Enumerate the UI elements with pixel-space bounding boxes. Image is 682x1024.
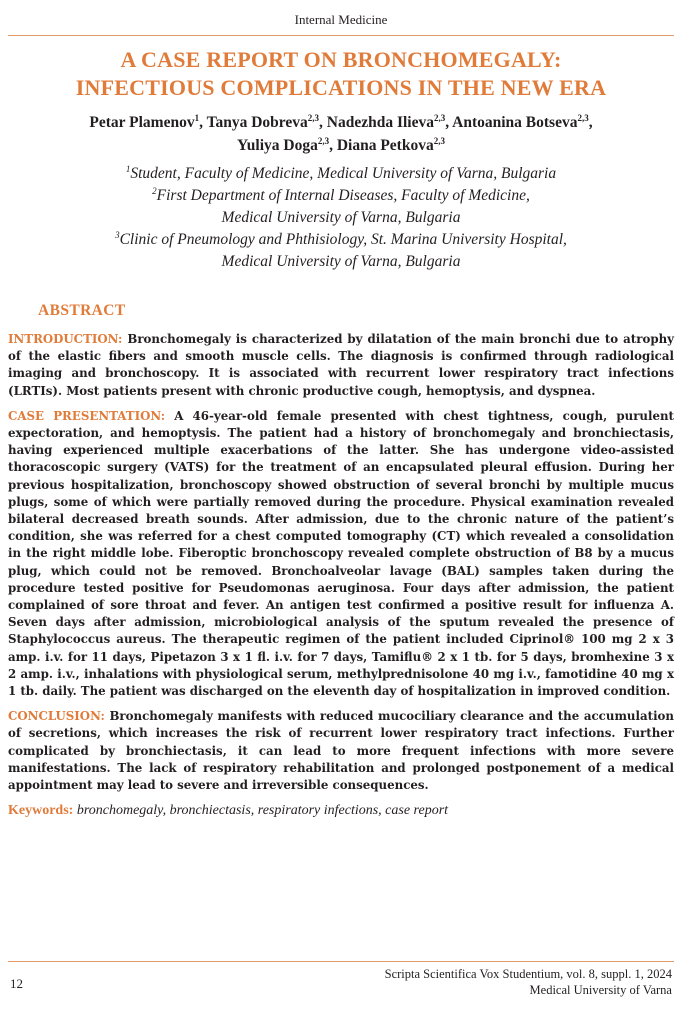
conclusion-text: Bronchomegaly manifests with reduced mucociliary clearance and the accumulation of secretions, which increases the risk of recurrent lower respiratory tract infections. Further complicated by bronchiectasis, it can lead to more frequent infections with more severe manifestations. The lack of respiratory rehabilitation and prolonged postponement of a medical appointment may lead to severe and irreversible consequences. xyxy=(8,709,675,793)
author-list: Petar Plamenov$^1$, Tanya Dobreva$^{2,3}$, Nadezhda Ilieva$^{2,3}$, Antoanina Botseva$^{2,3}$, Yuliya Doga$^{2,3}$, Diana Petkova$^{2,3}$ xyxy=(89,112,593,154)
author-affiliation-mark: 2,3 xyxy=(434,112,446,123)
conclusion-paragraph xyxy=(8,708,674,794)
title-line-1: A CASE REPORT ON BRONCHOMEGALY: xyxy=(120,47,562,72)
author-affiliation-mark: 1 xyxy=(194,112,200,123)
publisher-name: Medical University of Varna xyxy=(529,983,672,997)
running-header: Internal Medicine xyxy=(294,12,388,27)
author-name: Diana Petkova xyxy=(336,137,434,154)
abstract-heading: ABSTRACT xyxy=(38,302,126,319)
journal-footer xyxy=(385,966,672,998)
introduction-text: Bronchomegaly is characterized by dilatation of the main bronchi due to atrophy of the elastic fibers and smooth muscle cells. The diagnosis is confirmed through radiological imaging and bronchoscopy. It is associated with recurrent lower respiratory tract infections (LRTIs). Most patients present with chronic productive cough, hemoptysis, and dyspnea. xyxy=(8,332,674,398)
affiliation-text: Clinic of Pneumology and Phthisiology, St. Marina University Hospital, xyxy=(119,231,567,248)
author-affiliation-mark: 2,3 xyxy=(433,135,445,146)
affiliation-list xyxy=(30,163,652,273)
affiliation-mark: 3 xyxy=(115,229,120,240)
title-line-2: INFECTIOUS COMPLICATIONS IN THE NEW ERA xyxy=(75,75,607,100)
affiliation-3-cont: Medical University of Varna, Bulgaria xyxy=(221,253,461,270)
affiliation-text: Student, Faculty of Medicine, Medical University of Varna, Bulgaria xyxy=(130,165,557,182)
author-name: Petar Plamenov xyxy=(89,114,195,131)
keywords-text: bronchomegaly, bronchiectasis, respiratory infections, case report xyxy=(76,803,449,819)
author-name: Tanya Dobreva xyxy=(206,114,308,131)
header-rule xyxy=(8,35,674,36)
affiliation-text: First Department of Internal Diseases, Faculty of Medicine, xyxy=(156,187,530,204)
footer-rule xyxy=(8,961,674,962)
conclusion-label: CONCLUSION: xyxy=(8,709,105,724)
affiliation-2 xyxy=(30,185,652,207)
keywords-label: Keywords: xyxy=(8,803,74,819)
author-name: Nadezhda Ilieva xyxy=(326,114,434,131)
case-presentation-label: CASE PRESENTATION: xyxy=(8,408,166,423)
author-name: Yuliya Doga xyxy=(237,137,318,154)
author-name: Antoanina Botseva xyxy=(452,114,578,131)
journal-citation: Scripta Scientifica Vox Studentium, vol. 8, suppl. 1, 2024 xyxy=(384,967,672,981)
author-affiliation-mark: 2,3 xyxy=(577,112,589,123)
introduction-paragraph xyxy=(8,331,674,400)
affiliation-1 xyxy=(30,163,652,185)
author-affiliation-mark: 2,3 xyxy=(307,112,320,123)
affiliation-mark: 1 xyxy=(125,163,131,174)
article-title xyxy=(20,46,662,102)
keywords-paragraph xyxy=(8,802,674,819)
affiliation-2-cont: Medical University of Varna, Bulgaria xyxy=(221,209,461,226)
introduction-label: INTRODUCTION: xyxy=(8,332,123,346)
abstract-body xyxy=(8,331,674,827)
author-affiliation-mark: 2,3 xyxy=(317,135,330,146)
case-presentation-text: A 46-year-old female presented with chest tightness, cough, purulent expectoration, and hemoptysis. The patient had a history of bronchomegaly and bronchiectasis, having experienced multiple exacerbations of the latter. She has undergone video-assisted thoracoscopic surgery (VATS) for the treatment of an encapsulated pleural effusion. During her previous hospitalization, bronchoscopy showed obstruction of several bronchi by multiple mucus plugs, some of which were partially removed during the procedure. Physical examination revealed bilateral decreased breath sounds. After admission, due to the chronic nature of the patient’s condition, she was referred for a chest computed tomography (CT) which revealed a consolidation in the right middle lobe. Fiberoptic bronchoscopy revealed complete obstruction of B8 by a mucus plug, which could not be removed. Bronchoalveolar lavage (BAL) samples taken during the procedure tested positive for Pseudomonas aeruginosa. Four days after admission, the patient complained of sore throat and fever. An antigen test confirmed a positive result for influenza A. Seven days after admission, microbiological analysis of the sputum revealed the presence of Staphylococcus aureus. The therapeutic regimen of the patient included Ciprinol® 100 mg 2 x 3 amp. i.v. for 11 days, Pipetazon 3 x 1 fl. i.v. for 7 days, Tamiflu® 2 x 1 tb. for 5 days, bromhexine 3 x 2 amp. i.v., inhalations with physiological serum, methylprednisolone 40 mg i.v., famotidine 40 mg x 1 tb. daily. The patient was discharged on the eleventh day of hospitalization in improved condition. xyxy=(8,408,674,699)
page-number: 12 xyxy=(10,976,23,991)
affiliation-mark: 2 xyxy=(152,185,157,196)
affiliation-3 xyxy=(30,229,652,251)
case-presentation-paragraph xyxy=(8,408,674,700)
